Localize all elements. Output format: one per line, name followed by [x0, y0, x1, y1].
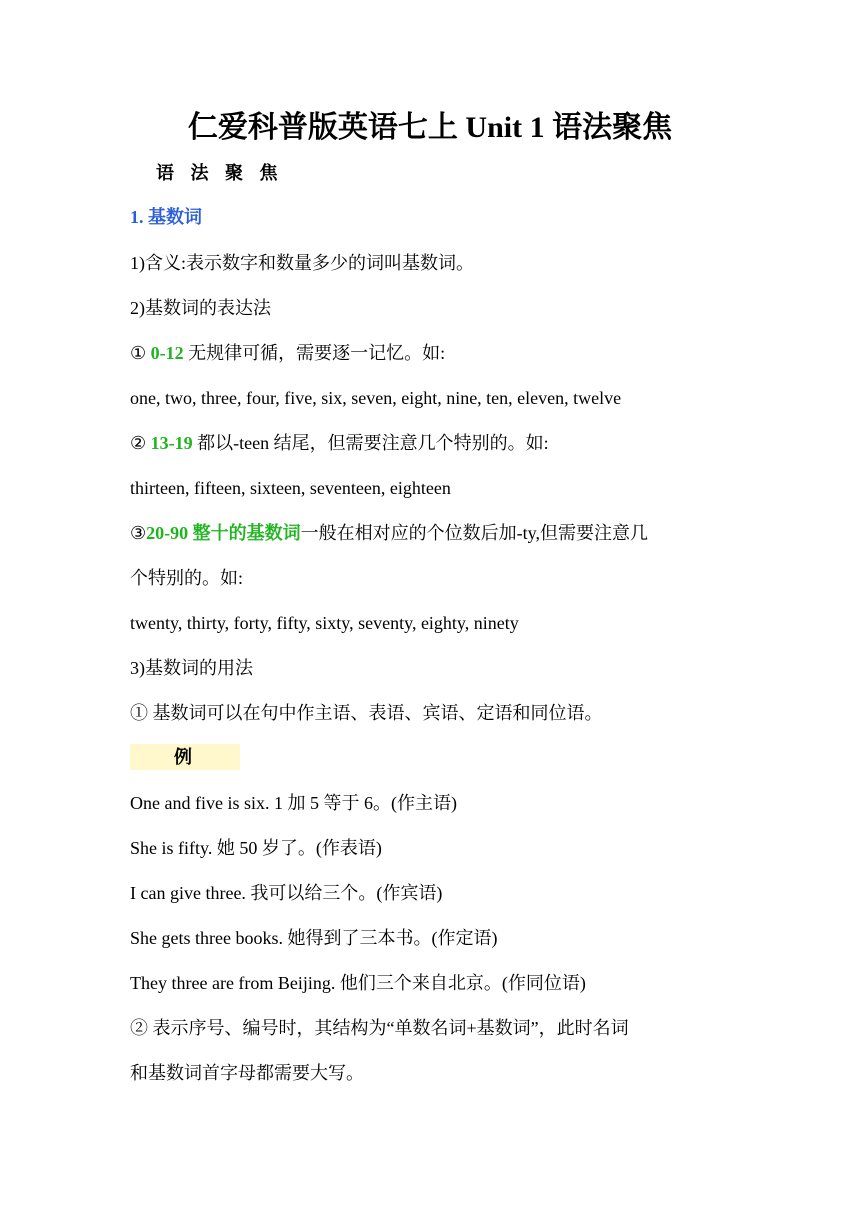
range-highlight: 20-90 整十的基数词: [146, 523, 301, 543]
example-object: I can give three. 我可以给三个。(作宾语): [130, 883, 443, 903]
range-highlight: 0-12: [150, 343, 184, 363]
rule-text: 一般在相对应的个位数后加-ty,但需要注意几: [300, 523, 648, 543]
usage-rule-2: ② 表示序号、编号时，其结构为“单数名词+基数词”，此时名词: [130, 1018, 629, 1038]
rule-20-90: [130, 520, 648, 546]
rule-text: 都以-teen 结尾，但需要注意几个特别的。如:: [192, 433, 549, 453]
document-title: 仁爱科普版英语七上 Unit 1 语法聚焦: [187, 111, 673, 144]
rule-marker: ②: [130, 433, 151, 453]
rule-text: 无规律可循，需要逐一记忆。如:: [183, 343, 446, 363]
rule-13-19: [130, 430, 549, 456]
example-appositive: They three are from Beijing. 他们三个来自北京。(作同位语): [130, 973, 586, 993]
numbers-list-0-12: one, two, three, four, five, six, seven, eight, nine, ten, eleven, twelve: [130, 388, 622, 408]
usage-rule-2-continued: 和基数词首字母都需要大写。: [130, 1063, 364, 1083]
example-label: 例: [174, 747, 192, 767]
numbers-list-13-19: thirteen, fifteen, sixteen, seventeen, eighteen: [130, 478, 451, 498]
section-heading-cardinal-numbers: 1. 基数词: [130, 207, 202, 227]
definition-line: 1)含义:表示数字和数量多少的词叫基数词。: [130, 253, 474, 273]
usage-rule-1: ① 基数词可以在句中作主语、表语、宾语、定语和同位语。: [130, 703, 603, 723]
rule-20-90-continued: 个特别的。如:: [130, 568, 244, 588]
expression-heading: 2)基数词的表达法: [130, 298, 271, 318]
example-subject: One and five is six. 1 加 5 等于 6。(作主语): [130, 793, 457, 813]
rule-marker: ③: [130, 523, 147, 543]
example-predicative: She is fifty. 她 50 岁了。(作表语): [130, 838, 382, 858]
section-subtitle: 语 法 聚 焦: [156, 163, 284, 183]
rule-marker: ①: [130, 343, 151, 363]
range-highlight: 13-19: [150, 433, 193, 453]
example-label-box: [130, 744, 240, 770]
numbers-list-tens: twenty, thirty, forty, fifty, sixty, seventy, eighty, ninety: [130, 613, 519, 633]
usage-heading: 3)基数词的用法: [130, 658, 253, 678]
rule-0-12: [130, 340, 445, 366]
example-attribute: She gets three books. 她得到了三本书。(作定语): [130, 928, 498, 948]
